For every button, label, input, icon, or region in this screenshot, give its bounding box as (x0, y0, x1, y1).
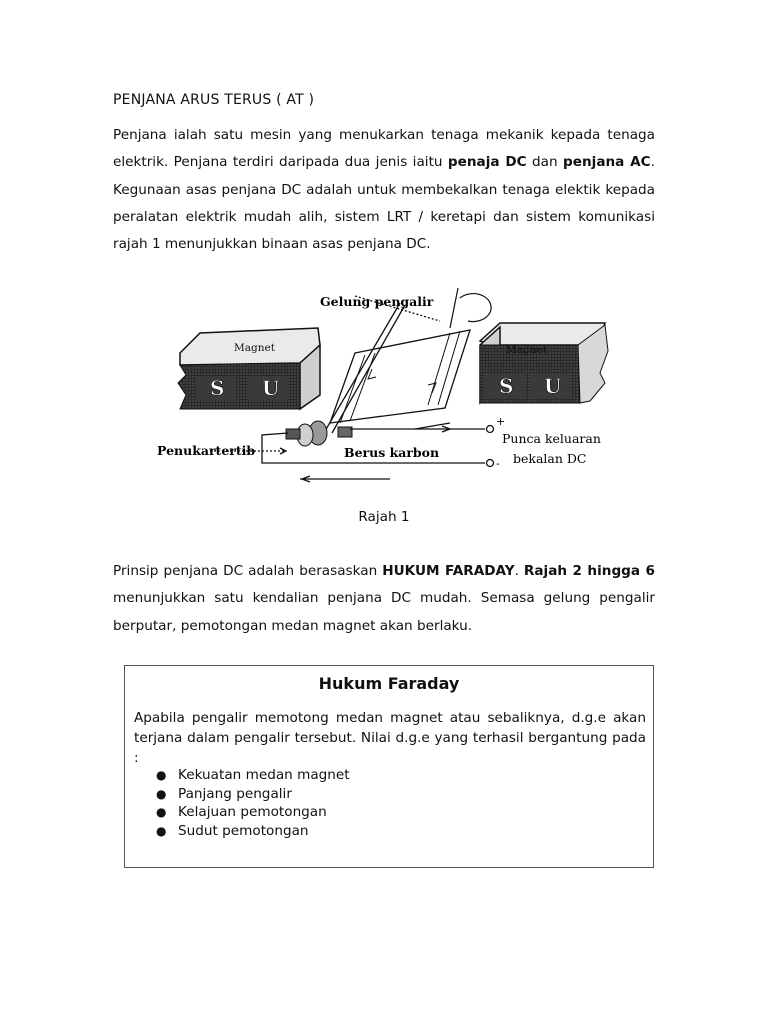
principle-text-1: Prinsip penjana DC adalah berasaskan (113, 563, 383, 579)
right-pole-u: U (544, 374, 562, 398)
intro-text-2: dan (526, 154, 564, 171)
right-magnet-label: Magnet (506, 344, 547, 356)
commutator (286, 421, 352, 446)
bullet-icon: ● (156, 823, 167, 838)
conductor-loop (325, 288, 491, 433)
principle-bold-faraday: HUKUM FARADAY (382, 563, 515, 579)
right-pole-s: S (499, 374, 514, 398)
left-magnet-label: Magnet (234, 342, 275, 354)
bullet-icon: ● (156, 786, 167, 801)
loop-label: Gelung pengalir (320, 294, 434, 309)
bullet-icon: ● (156, 768, 167, 782)
list-item-text: Kelajuan pemotongan (178, 804, 327, 820)
list-item-text: Panjang pengalir (178, 785, 292, 802)
list-item (134, 822, 350, 841)
output-plus-label: + (496, 415, 506, 428)
principle-bold-rajah: Rajah 2 hingga 6 (523, 563, 655, 579)
page-heading: PENJANA ARUS TERUS ( AT ) (113, 92, 315, 108)
intro-bold-dc: penaja DC (447, 154, 527, 171)
intro-text-1: Penjana ialah satu mesin yang menukarkan tenaga mekanik kepada tenaga elektrik. Penjana terdiri daripada dua jenis iaitu (113, 127, 655, 171)
output-minus-label: - (496, 457, 500, 470)
faraday-factor-list (134, 766, 350, 840)
figure-caption: Rajah 1 (358, 509, 410, 525)
dc-generator-diagram (150, 283, 620, 488)
commutator-label: Penukartertib (157, 443, 256, 458)
principle-text-3: menunjukkan satu kendalian penjana DC mudah. Semasa gelung pengalir berputar, pemotongan medan magnet akan berlaku. (113, 590, 655, 634)
list-item (134, 803, 350, 822)
faraday-box-title: Hukum Faraday (318, 674, 460, 693)
left-magnet (178, 328, 320, 409)
principle-text-2: . (514, 563, 524, 579)
list-item-text: Sudut pemotongan (178, 822, 309, 839)
left-pole-s: S (210, 376, 225, 400)
bullet-icon: ● (156, 805, 167, 819)
right-magnet (480, 323, 608, 403)
list-item-text: Kekuatan medan magnet (178, 767, 350, 783)
intro-text-3: . Kegunaan asas penjana DC adalah untuk membekalkan tenaga elektik kepada peralatan elektrik mudah alih, sistem LRT / keretapi dan sistem komunikasi rajah 1 menunjukkan binaan asas penjana DC. (113, 154, 655, 253)
left-pole-u: U (262, 376, 280, 400)
intro-paragraph (113, 122, 655, 258)
intro-bold-ac: penjana AC (563, 154, 651, 171)
faraday-law-box (124, 665, 654, 868)
faraday-box-text: Apabila pengalir memotong medan magnet atau sebaliknya, d.g.e akan terjana dalam pengalir tersebut. Nilai d.g.e yang terhasil bergantung pada : (134, 710, 646, 766)
list-item (134, 785, 350, 804)
list-item (134, 766, 350, 785)
brush-label: Berus karbon (344, 445, 440, 460)
principle-paragraph (113, 558, 655, 640)
output-label-line1: Punca keluaran (502, 431, 601, 446)
output-label-line2: bekalan DC (513, 451, 587, 466)
